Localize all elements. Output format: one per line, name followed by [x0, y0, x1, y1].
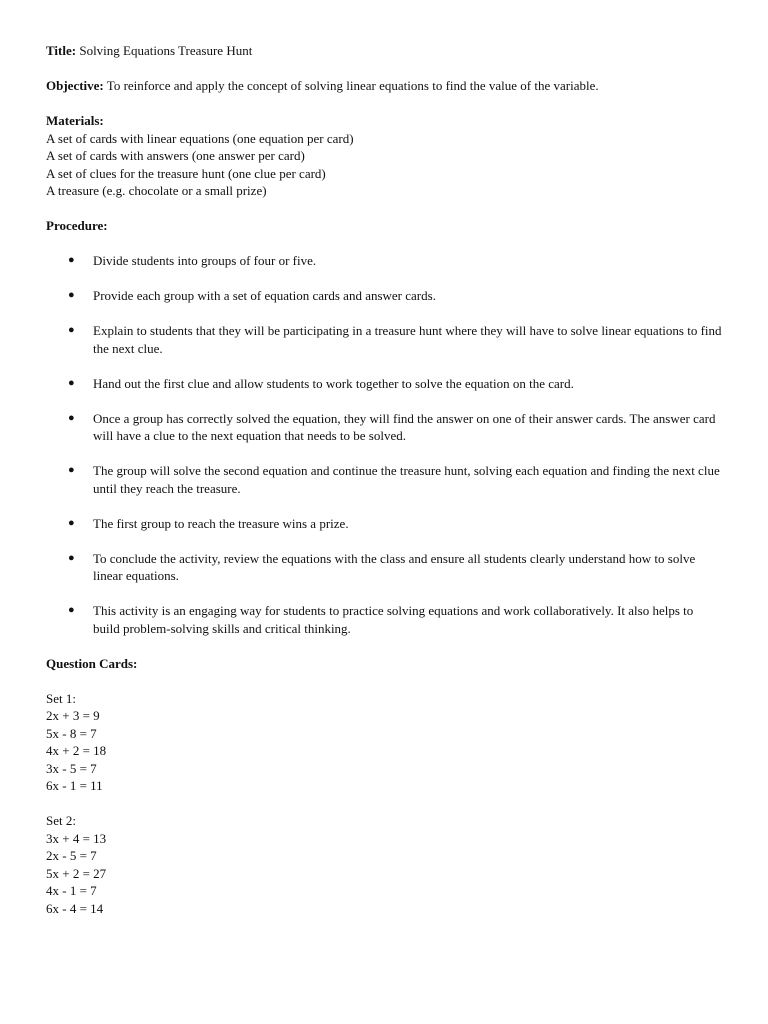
procedure-step-text: Hand out the first clue and allow students to work together to solve the equation on the card. — [93, 375, 574, 391]
procedure-heading: Procedure: — [46, 218, 108, 233]
equation: 3x - 5 = 7 — [46, 760, 97, 776]
objective-label: Objective: — [46, 78, 104, 93]
procedure-step — [46, 515, 723, 533]
bullet-icon: ● — [68, 289, 75, 301]
equation-list-set-2 — [46, 830, 726, 918]
procedure-step-text: Provide each group with a set of equation cards and answer cards. — [93, 288, 436, 303]
bullet-icon: ● — [68, 551, 75, 564]
procedure-step-text: Once a group has correctly solved the equation, they will find the answer on one of their answer cards. The answer card will have a clue to the next equation that needs to be solved. — [93, 410, 716, 443]
materials-item: A set of cards with linear equations (one equation per card) — [46, 130, 354, 146]
materials-item: A set of clues for the treasure hunt (one clue per card) — [46, 165, 326, 181]
equation: 3x + 4 = 13 — [46, 830, 107, 846]
document-page — [46, 42, 726, 917]
procedure-step-text: The first group to reach the treasure wins a prize. — [93, 515, 349, 531]
procedure-step-text: The group will solve the second equation and continue the treasure hunt, solving each equation and finding the next clue until they reach the treasure. — [93, 463, 720, 496]
procedure-list — [46, 252, 726, 637]
materials-item: A treasure (e.g. chocolate or a small prize) — [46, 183, 267, 198]
set-label: Set 1: — [46, 690, 76, 706]
equation: 6x - 1 = 11 — [46, 778, 103, 793]
procedure-step-text: To conclude the activity, review the equations with the class and ensure all students clearly understand how to solve linear equations. — [93, 550, 696, 583]
procedure-step — [46, 602, 723, 637]
equation: 2x - 5 = 7 — [46, 848, 97, 863]
title-line — [46, 42, 726, 60]
equation-list-set-1 — [46, 707, 726, 795]
equation: 2x + 3 = 9 — [46, 708, 100, 723]
procedure-step — [46, 410, 723, 445]
procedure-step-text: Explain to students that they will be participating in a treasure hunt where they will have to solve linear equations to find the next clue. — [93, 323, 722, 356]
procedure-step — [46, 322, 723, 357]
procedure-step — [46, 252, 723, 270]
procedure-step-text: This activity is an engaging way for students to practice solving equations and work collaboratively. It also helps to build problem-solving skills and critical thinking. — [93, 603, 694, 636]
title-label: Title: — [46, 43, 77, 58]
equation: 5x + 2 = 27 — [46, 865, 107, 881]
equation: 4x - 1 = 7 — [46, 883, 97, 898]
bullet-icon: ● — [68, 464, 75, 476]
materials-heading: Materials: — [46, 113, 104, 128]
bullet-icon: ● — [68, 604, 75, 616]
bullet-icon: ● — [68, 254, 75, 266]
bullet-icon: ● — [68, 324, 75, 336]
objective-line — [46, 77, 726, 95]
equation: 5x - 8 = 7 — [46, 725, 97, 741]
materials-item: A set of cards with answers (one answer per card) — [46, 148, 305, 163]
question-cards-heading: Question Cards: — [46, 655, 138, 671]
set-label: Set 2: — [46, 813, 76, 828]
equation: 6x - 4 = 14 — [46, 900, 104, 916]
bullet-icon: ● — [68, 516, 75, 529]
bullet-icon: ● — [68, 376, 75, 389]
procedure-step-text: Divide students into groups of four or five. — [93, 253, 317, 268]
procedure-step — [46, 550, 723, 585]
equation: 4x + 2 = 18 — [46, 743, 107, 758]
materials-list — [46, 130, 726, 200]
procedure-step — [46, 375, 723, 393]
procedure-step — [46, 287, 723, 305]
procedure-step — [46, 462, 723, 497]
objective-text: To reinforce and apply the concept of solving linear equations to find the value of the variable. — [106, 78, 599, 93]
bullet-icon: ● — [68, 411, 75, 424]
title-text: Solving Equations Treasure Hunt — [79, 43, 253, 58]
